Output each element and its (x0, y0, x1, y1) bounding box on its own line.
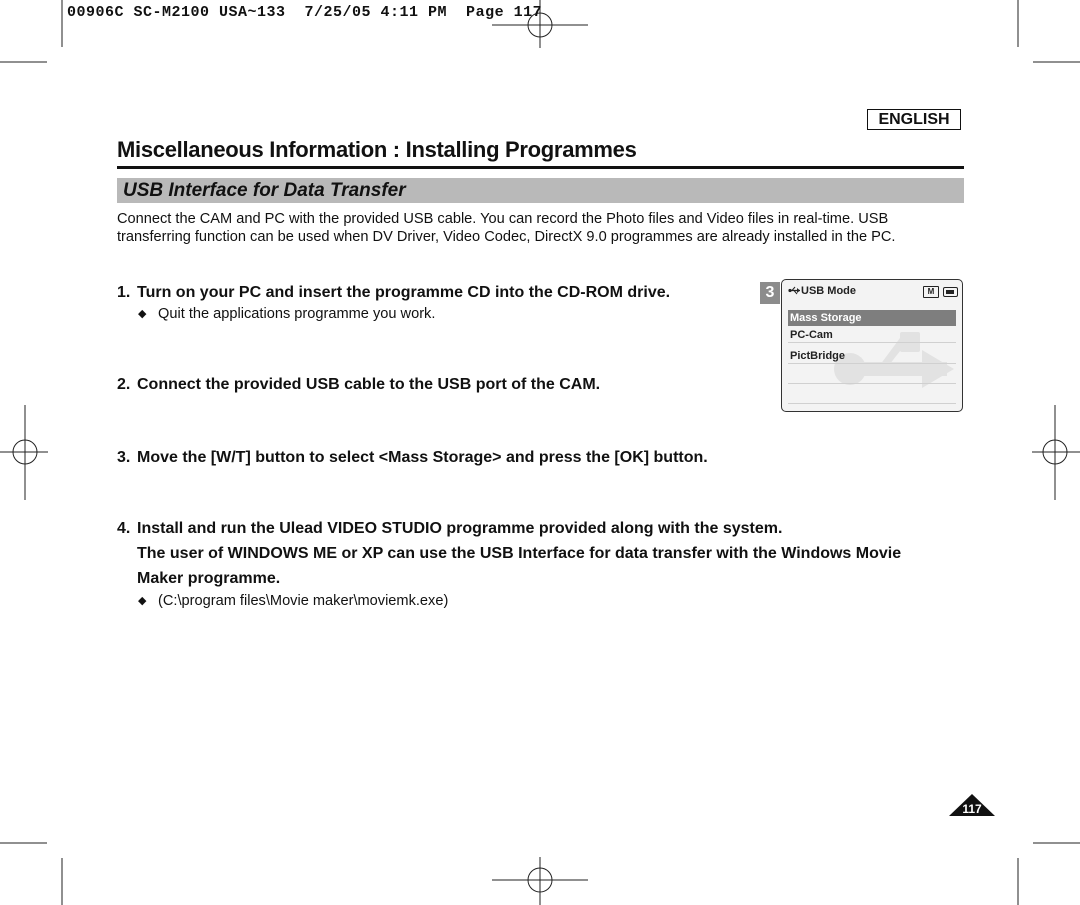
print-slug: 00906C SC-M2100 USA~133 7/25/05 4:11 PM Page 117 (67, 4, 543, 21)
lcd-menu-empty-row (788, 368, 956, 384)
page-title: Miscellaneous Information : Installing Programmes (117, 137, 637, 162)
lcd-menu-pictbridge[interactable]: PictBridge (788, 348, 956, 364)
step-3-text: Move the [W/T] button to select <Mass Storage> and press the [OK] button. (137, 449, 708, 466)
page-number-badge (948, 793, 996, 817)
step-4 (117, 520, 782, 538)
step-1-number: 1. (117, 284, 131, 301)
step-4-line-2: The user of WINDOWS ME or XP can use the USB Interface for data transfer with the Windows Movie (137, 545, 902, 562)
lcd-mode-title (788, 285, 856, 297)
step-1-note-text: Quit the applications programme you work. (158, 306, 436, 322)
step-4-line-3: Maker programme. (137, 570, 281, 587)
step-1-text: Turn on your PC and insert the programme CD into the CD-ROM drive. (137, 284, 671, 301)
lcd-step-label: 3 (760, 282, 780, 304)
step-2 (117, 376, 600, 394)
step-1-note (138, 306, 435, 322)
step-2-text: Connect the provided USB cable to the USB port of the CAM. (137, 376, 601, 393)
diamond-bullet-icon: ◆ (138, 595, 147, 607)
lcd-screen (781, 279, 963, 412)
intro-paragraph: Connect the CAM and PC with the provided USB cable. You can record the Photo files and Video files in real-time. USB transferring function can be used when DV Driver, Video Codec, DirectX 9.0 programmes are already installed in the PC. (117, 211, 896, 245)
page-number: 117 (962, 802, 982, 816)
lcd-menu-empty-row (788, 388, 956, 404)
lcd-mode-text: USB Mode (801, 285, 856, 297)
diamond-bullet-icon: ◆ (138, 308, 147, 320)
lcd-menu-mass-storage[interactable]: Mass Storage (788, 310, 956, 326)
lcd-menu-pc-cam[interactable]: PC-Cam (788, 327, 956, 343)
step-1 (117, 284, 670, 302)
step-4-text: Install and run the Ulead VIDEO STUDIO programme provided along with the system. (137, 520, 783, 537)
language-badge: ENGLISH (867, 109, 961, 130)
battery-icon (943, 287, 958, 297)
section-title: USB Interface for Data Transfer (123, 180, 406, 201)
step-3-number: 3. (117, 449, 131, 466)
usb-icon (788, 286, 801, 295)
title-rule (117, 166, 964, 169)
memory-card-icon: M (923, 286, 939, 298)
step-4-number: 4. (117, 520, 131, 537)
step-3 (117, 449, 708, 467)
step-4-note (138, 593, 448, 609)
step-4-note-text: (C:\program files\Movie maker\moviemk.exe) (158, 593, 449, 609)
step-2-number: 2. (117, 376, 131, 393)
